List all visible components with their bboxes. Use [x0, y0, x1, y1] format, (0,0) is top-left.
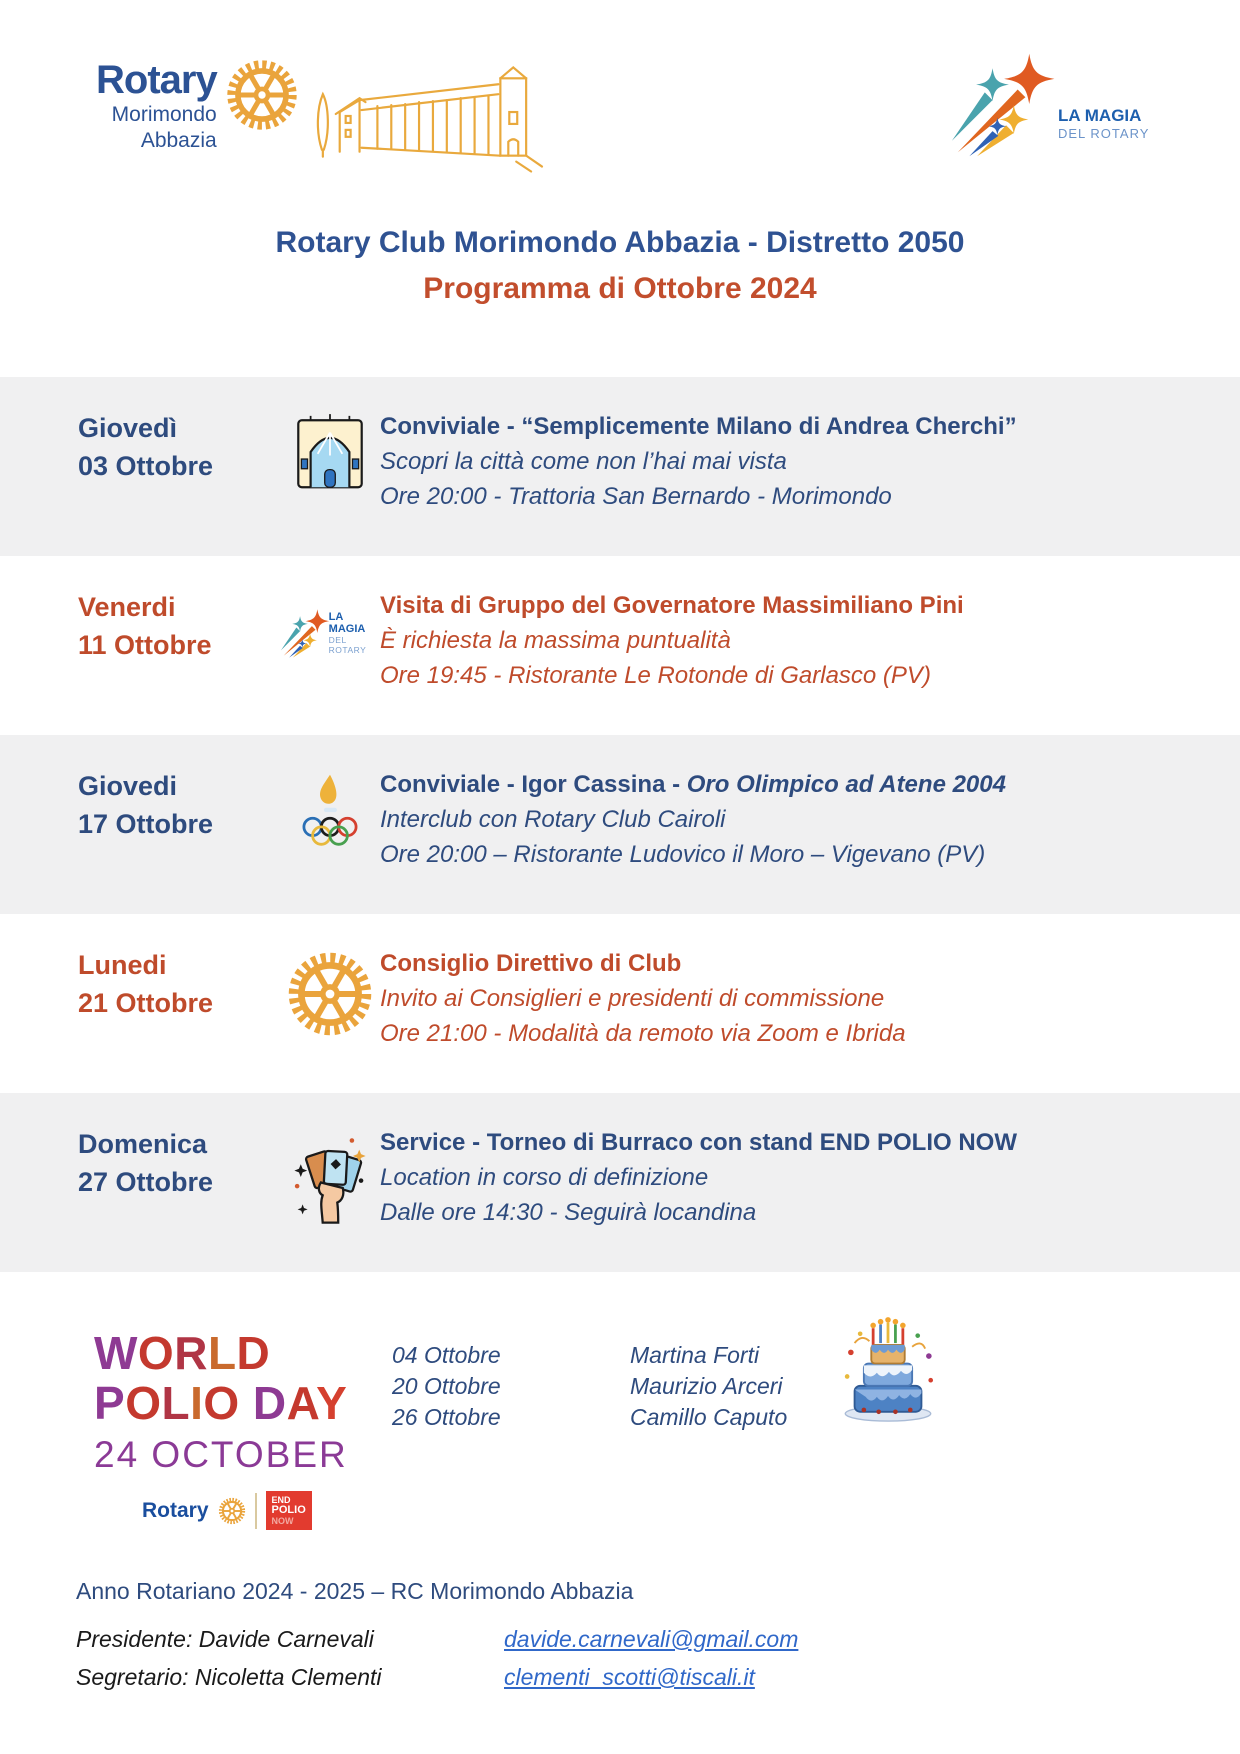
magia-stars-icon: [950, 46, 1066, 162]
event-date: 21 Ottobre: [78, 988, 214, 1018]
title-line1: Rotary Club Morimondo Abbazia - Distretto 2050: [275, 226, 965, 259]
rotary-endpolio-logo: [142, 1491, 424, 1530]
birthday-date: 20 Ottobre: [392, 1373, 501, 1399]
event-title: Conviviale - “Semplicemente Milano di Andrea Cherchi”: [380, 413, 1017, 440]
magia-mini-line1: LA MAGIA: [328, 611, 366, 635]
events-list: [0, 377, 1240, 1272]
birthday-row: [392, 1371, 787, 1402]
president-label: Presidente: Davide Carnevali: [76, 1626, 374, 1652]
event-subtitle: Invito ai Consiglieri e presidenti di commissione: [380, 985, 885, 1012]
rotary-wheel-icon: [218, 1497, 246, 1525]
end-polio-now-badge: END POLIO NOW: [266, 1491, 312, 1530]
event-day: Domenica: [78, 1129, 208, 1159]
event-subtitle: Location in corso di definizione: [380, 1164, 709, 1191]
title-line2: Programma di Ottobre 2024: [423, 272, 817, 305]
burraco-cards-icon: [280, 1129, 380, 1225]
event-title: Consiglio Direttivo di Club: [380, 950, 682, 977]
birthday-row: [392, 1402, 787, 1433]
rotary-wordmark: Rotary: [142, 1498, 209, 1522]
birthday-row: [392, 1340, 787, 1371]
event-day: Venerdi: [78, 592, 176, 622]
club-name-line2: Abbazia: [140, 129, 217, 152]
event-date: 03 Ottobre: [78, 451, 214, 481]
club-name-line1: Morimondo: [111, 103, 217, 126]
magia-mini-line2: DEL ROTARY: [328, 635, 367, 655]
event-time-location: Ore 20:00 - Trattoria San Bernardo - Morimondo: [380, 483, 892, 510]
rotary-year-line: Anno Rotariano 2024 - 2025 – RC Morimondo Abbazia: [76, 1578, 634, 1604]
event-day: Giovedi: [78, 771, 178, 801]
event-row: [0, 735, 1240, 914]
event-time-location: Ore 19:45 - Ristorante Le Rotonde di Garlasco (PV): [380, 662, 931, 689]
birthday-cake-icon: [836, 1310, 940, 1430]
event-row: [0, 556, 1240, 735]
rotary-club-logo: [96, 58, 299, 154]
magia-logo-line1: LA MAGIA: [1058, 106, 1142, 125]
abbey-drawing: [306, 54, 544, 176]
event-date: 11 Ottobre: [78, 630, 212, 660]
rotary-wheel-icon: [280, 950, 380, 1038]
magia-logo-icon: [280, 592, 380, 664]
event-subtitle: È richiesta la massima puntualità: [380, 627, 731, 654]
wpd-line-1: WORLD: [94, 1327, 271, 1379]
event-time-location: Dalle ore 14:30 - Seguirà locandina: [380, 1199, 757, 1226]
event-row: [0, 1093, 1240, 1272]
world-polio-day-logo: [94, 1328, 424, 1530]
rotary-brand-text: Rotary: [96, 58, 217, 102]
event-time-location: Ore 21:00 - Modalità da remoto via Zoom e Ibrida: [380, 1020, 906, 1047]
event-time-location: Ore 20:00 – Ristorante Ludovico il Moro – Vigevano (PV): [380, 841, 986, 868]
rotary-wheel-icon: [225, 58, 299, 132]
birthday-name: Martina Forti: [630, 1342, 760, 1368]
event-day: Giovedì: [78, 413, 178, 443]
birthday-name: Maurizio Arceri: [630, 1373, 783, 1399]
event-subtitle: Scopri la città come non l’hai mai vista: [380, 448, 787, 475]
event-row: [0, 377, 1240, 556]
magia-del-rotary-logo: [950, 46, 1149, 162]
event-subtitle: Interclub con Rotary Club Cairoli: [380, 806, 726, 833]
event-row: [0, 914, 1240, 1093]
event-day: Lunedi: [78, 950, 167, 980]
contacts-block: [76, 1620, 798, 1696]
event-date: 27 Ottobre: [78, 1167, 214, 1197]
event-title: Visita di Gruppo del Governatore Massimiliano Pini: [380, 592, 964, 619]
birthday-name: Camillo Caputo: [630, 1404, 788, 1430]
president-email-link[interactable]: davide.carnevali@gmail.com: [504, 1626, 799, 1652]
wpd-line-2: POLIO DAY: [94, 1377, 348, 1429]
olympic-torch-rings-icon: [280, 771, 380, 855]
secretary-email-link[interactable]: clementi_scotti@tiscali.it: [504, 1664, 755, 1690]
milano-duomo-icon: [280, 413, 380, 491]
event-date: 17 Ottobre: [78, 809, 214, 839]
birthday-date: 04 Ottobre: [392, 1342, 501, 1368]
event-title-emphasis: Oro Olimpico ad Atene 2004: [686, 771, 1006, 798]
event-title: Conviviale - Igor Cassina - Oro Olimpico ad Atene 2004: [380, 771, 1006, 798]
event-title: Service - Torneo di Burraco con stand END POLIO NOW: [380, 1129, 1017, 1156]
logo-divider: [255, 1493, 257, 1529]
wpd-date: 24 OCTOBER: [94, 1434, 348, 1475]
birthday-date: 26 Ottobre: [392, 1404, 501, 1430]
document-title: [0, 220, 1240, 312]
magia-logo-line2: DEL ROTARY: [1058, 126, 1150, 141]
birthdays-list: [392, 1340, 787, 1433]
secretary-label: Segretario: Nicoletta Clementi: [76, 1664, 382, 1690]
